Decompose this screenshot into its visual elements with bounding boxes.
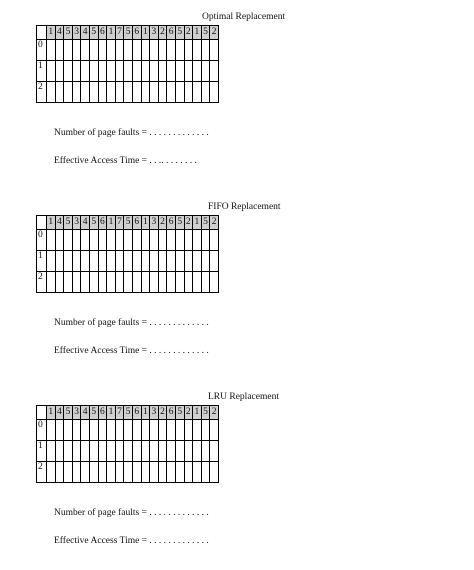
frame-cell[interactable] [167, 61, 176, 82]
reference-cell: 1 [193, 26, 202, 40]
reference-cell: 1 [47, 216, 56, 230]
reference-cell: 6 [132, 406, 141, 420]
frame-cell[interactable] [89, 230, 98, 251]
reference-cell: 6 [132, 26, 141, 40]
lru-section [0, 380, 474, 570]
reference-cell: 3 [72, 216, 81, 230]
frame-cell[interactable] [55, 441, 64, 462]
section-title: LRU Replacement [208, 392, 279, 402]
frame-cell[interactable] [175, 230, 184, 251]
frame-label: 1 [37, 251, 47, 272]
frame-cell[interactable] [47, 441, 56, 462]
frame-cell[interactable] [107, 441, 116, 462]
frame-cell[interactable] [167, 251, 176, 272]
frame-cell[interactable] [98, 272, 107, 293]
grid-corner-cell [37, 26, 47, 40]
frame-row [37, 272, 219, 293]
frame-cell[interactable] [193, 420, 202, 441]
section-title: Optimal Replacement [202, 12, 286, 22]
frame-row [37, 82, 219, 103]
frame-cell[interactable] [201, 82, 210, 103]
frame-cell[interactable] [64, 272, 73, 293]
reference-cell: 4 [81, 406, 90, 420]
frame-cell[interactable] [107, 251, 116, 272]
frame-cell[interactable] [184, 272, 193, 293]
frame-label: 2 [37, 272, 47, 293]
frame-cell[interactable] [184, 462, 193, 483]
frame-cell[interactable] [158, 420, 167, 441]
frame-cell[interactable] [210, 441, 219, 462]
frame-label: 0 [37, 230, 47, 251]
reference-cell: 5 [64, 406, 73, 420]
reference-cell: 5 [124, 406, 133, 420]
frame-cell[interactable] [210, 40, 219, 61]
page-faults-field[interactable]: Number of page faults = . . . . . . . . . . . . . [54, 508, 209, 518]
reference-cell: 6 [167, 216, 176, 230]
frame-cell[interactable] [124, 272, 133, 293]
frame-cell[interactable] [141, 441, 150, 462]
frame-cell[interactable] [107, 272, 116, 293]
reference-cell: 5 [124, 216, 133, 230]
frame-cell[interactable] [115, 61, 124, 82]
frame-cell[interactable] [201, 441, 210, 462]
frame-cell[interactable] [115, 40, 124, 61]
frame-cell[interactable] [193, 441, 202, 462]
frame-label: 2 [37, 82, 47, 103]
frame-cell[interactable] [175, 61, 184, 82]
frame-cell[interactable] [175, 82, 184, 103]
frame-cell[interactable] [81, 441, 90, 462]
frame-cell[interactable] [193, 230, 202, 251]
frame-cell[interactable] [150, 61, 159, 82]
frame-cell[interactable] [124, 82, 133, 103]
frame-cell[interactable] [98, 251, 107, 272]
frame-cell[interactable] [132, 230, 141, 251]
frame-label: 1 [37, 441, 47, 462]
frame-cell[interactable] [47, 61, 56, 82]
frame-row [37, 251, 219, 272]
frame-cell[interactable] [89, 441, 98, 462]
reference-cell: 7 [115, 216, 124, 230]
frame-cell[interactable] [158, 272, 167, 293]
frame-cell[interactable] [47, 420, 56, 441]
frame-cell[interactable] [124, 40, 133, 61]
frame-cell[interactable] [175, 462, 184, 483]
reference-cell: 5 [201, 216, 210, 230]
reference-cell: 6 [132, 216, 141, 230]
reference-cell: 2 [210, 216, 219, 230]
frame-cell[interactable] [47, 82, 56, 103]
frame-cell[interactable] [132, 462, 141, 483]
frame-cell[interactable] [98, 441, 107, 462]
frame-cell[interactable] [72, 40, 81, 61]
reference-cell: 2 [184, 26, 193, 40]
frame-cell[interactable] [107, 462, 116, 483]
reference-cell: 1 [47, 406, 56, 420]
frame-cell[interactable] [150, 82, 159, 103]
frame-cell[interactable] [201, 40, 210, 61]
frame-cell[interactable] [107, 82, 116, 103]
frame-cell[interactable] [201, 61, 210, 82]
frame-cell[interactable] [201, 462, 210, 483]
frame-cell[interactable] [184, 441, 193, 462]
frame-cell[interactable] [55, 272, 64, 293]
frame-cell[interactable] [132, 251, 141, 272]
reference-cell: 3 [150, 406, 159, 420]
reference-cell: 5 [124, 26, 133, 40]
frame-cell[interactable] [210, 272, 219, 293]
frame-cell[interactable] [115, 230, 124, 251]
frame-cell[interactable] [167, 462, 176, 483]
frame-cell[interactable] [167, 82, 176, 103]
frame-cell[interactable] [141, 420, 150, 441]
frame-cell[interactable] [175, 441, 184, 462]
frame-cell[interactable] [184, 40, 193, 61]
reference-cell: 1 [193, 216, 202, 230]
frame-cell[interactable] [184, 251, 193, 272]
frame-cell[interactable] [210, 251, 219, 272]
reference-cell: 4 [81, 216, 90, 230]
frame-cell[interactable] [98, 230, 107, 251]
frame-cell[interactable] [150, 272, 159, 293]
frame-cell[interactable] [124, 462, 133, 483]
frame-cell[interactable] [124, 61, 133, 82]
reference-cell: 1 [107, 216, 116, 230]
frame-cell[interactable] [175, 251, 184, 272]
frame-cell[interactable] [210, 61, 219, 82]
frame-cell[interactable] [64, 230, 73, 251]
reference-cell: 3 [150, 26, 159, 40]
frame-cell[interactable] [64, 462, 73, 483]
frame-cell[interactable] [98, 420, 107, 441]
frame-row [37, 61, 219, 82]
frame-label: 2 [37, 462, 47, 483]
frame-cell[interactable] [132, 82, 141, 103]
frame-cell[interactable] [175, 420, 184, 441]
frame-cell[interactable] [81, 251, 90, 272]
frame-cell[interactable] [124, 420, 133, 441]
frame-cell[interactable] [150, 251, 159, 272]
reference-cell: 3 [72, 26, 81, 40]
effective-access-time-field[interactable]: Effective Access Time = . . . . . . . . . . . . . [54, 346, 209, 356]
frame-cell[interactable] [184, 420, 193, 441]
frame-cell[interactable] [55, 420, 64, 441]
reference-cell: 2 [184, 406, 193, 420]
frame-cell[interactable] [141, 230, 150, 251]
frame-cell[interactable] [81, 272, 90, 293]
frame-cell[interactable] [72, 462, 81, 483]
frame-cell[interactable] [107, 420, 116, 441]
frame-cell[interactable] [115, 462, 124, 483]
frame-row [37, 462, 219, 483]
reference-cell: 5 [175, 216, 184, 230]
frame-cell[interactable] [72, 272, 81, 293]
reference-cell: 6 [98, 406, 107, 420]
frame-cell[interactable] [193, 82, 202, 103]
reference-cell: 4 [55, 406, 64, 420]
frame-cell[interactable] [158, 82, 167, 103]
frame-cell[interactable] [89, 420, 98, 441]
page-faults-field[interactable]: Number of page faults = . . . . . . . . . . . . . [54, 128, 209, 138]
reference-cell: 2 [158, 406, 167, 420]
frame-cell[interactable] [115, 272, 124, 293]
frame-cell[interactable] [55, 462, 64, 483]
frame-cell[interactable] [55, 251, 64, 272]
reference-cell: 5 [175, 406, 184, 420]
reference-cell: 3 [150, 216, 159, 230]
reference-cell: 2 [184, 216, 193, 230]
frame-cell[interactable] [98, 82, 107, 103]
reference-cell: 5 [64, 216, 73, 230]
frame-cell[interactable] [81, 420, 90, 441]
frame-cell[interactable] [167, 40, 176, 61]
grid-corner-cell [37, 406, 47, 420]
frame-cell[interactable] [81, 462, 90, 483]
frame-cell[interactable] [89, 272, 98, 293]
frame-cell[interactable] [132, 272, 141, 293]
reference-cell: 6 [98, 216, 107, 230]
frame-cell[interactable] [193, 61, 202, 82]
frame-cell[interactable] [55, 40, 64, 61]
frame-cell[interactable] [64, 40, 73, 61]
frame-cell[interactable] [210, 82, 219, 103]
frame-label: 0 [37, 40, 47, 61]
frame-cell[interactable] [115, 82, 124, 103]
frame-cell[interactable] [124, 230, 133, 251]
frame-cell[interactable] [47, 230, 56, 251]
frame-cell[interactable] [150, 462, 159, 483]
frame-cell[interactable] [158, 40, 167, 61]
frame-cell[interactable] [193, 40, 202, 61]
frame-row [37, 441, 219, 462]
frame-cell[interactable] [175, 272, 184, 293]
reference-cell: 5 [201, 26, 210, 40]
frame-cell[interactable] [132, 420, 141, 441]
frame-cell[interactable] [201, 272, 210, 293]
frame-cell[interactable] [81, 230, 90, 251]
frame-cell[interactable] [184, 230, 193, 251]
frame-row [37, 420, 219, 441]
frame-cell[interactable] [98, 61, 107, 82]
reference-cell: 7 [115, 26, 124, 40]
frame-cell[interactable] [81, 82, 90, 103]
frame-cell[interactable] [47, 272, 56, 293]
frame-cell[interactable] [158, 61, 167, 82]
reference-cell: 5 [89, 406, 98, 420]
reference-cell: 3 [72, 406, 81, 420]
frame-cell[interactable] [193, 251, 202, 272]
frame-cell[interactable] [115, 441, 124, 462]
frame-cell[interactable] [89, 61, 98, 82]
reference-cell: 2 [210, 26, 219, 40]
frame-cell[interactable] [124, 441, 133, 462]
reference-cell: 6 [167, 406, 176, 420]
frame-cell[interactable] [210, 230, 219, 251]
frame-cell[interactable] [158, 462, 167, 483]
frame-cell[interactable] [89, 82, 98, 103]
reference-cell: 2 [158, 26, 167, 40]
reference-cell: 4 [55, 26, 64, 40]
reference-cell: 1 [141, 406, 150, 420]
frame-cell[interactable] [81, 61, 90, 82]
frame-cell[interactable] [64, 441, 73, 462]
reference-cell: 4 [55, 216, 64, 230]
reference-cell: 1 [47, 26, 56, 40]
frame-cell[interactable] [72, 441, 81, 462]
frame-cell[interactable] [193, 272, 202, 293]
frame-cell[interactable] [55, 82, 64, 103]
frame-cell[interactable] [72, 230, 81, 251]
frame-cell[interactable] [132, 40, 141, 61]
reference-cell: 1 [107, 406, 116, 420]
frame-label: 1 [37, 61, 47, 82]
fifo-section [0, 190, 474, 380]
frame-label: 0 [37, 420, 47, 441]
frame-cell[interactable] [184, 82, 193, 103]
reference-cell: 4 [81, 26, 90, 40]
frame-row [37, 40, 219, 61]
frame-cell[interactable] [115, 251, 124, 272]
reference-cell: 1 [193, 406, 202, 420]
frame-cell[interactable] [115, 420, 124, 441]
frame-cell[interactable] [141, 462, 150, 483]
reference-cell: 5 [64, 26, 73, 40]
frame-cell[interactable] [89, 251, 98, 272]
optimal-section [0, 0, 474, 190]
frame-cell[interactable] [175, 40, 184, 61]
frame-cell[interactable] [158, 230, 167, 251]
frame-cell[interactable] [107, 40, 116, 61]
frame-cell[interactable] [141, 82, 150, 103]
effective-access-time-field[interactable]: Effective Access Time = . . .. . . . . . . . [54, 156, 197, 166]
frame-cell[interactable] [167, 441, 176, 462]
frame-cell[interactable] [89, 40, 98, 61]
page-frame-grid [36, 25, 219, 103]
frame-cell[interactable] [201, 230, 210, 251]
frame-cell[interactable] [55, 230, 64, 251]
frame-cell[interactable] [107, 61, 116, 82]
frame-cell[interactable] [64, 61, 73, 82]
frame-cell[interactable] [201, 251, 210, 272]
reference-cell: 6 [167, 26, 176, 40]
frame-cell[interactable] [167, 272, 176, 293]
frame-cell[interactable] [98, 40, 107, 61]
reference-cell: 1 [141, 216, 150, 230]
section-title: FIFO Replacement [208, 202, 281, 212]
frame-cell[interactable] [158, 251, 167, 272]
frame-cell[interactable] [150, 420, 159, 441]
frame-cell[interactable] [64, 251, 73, 272]
frame-cell[interactable] [47, 40, 56, 61]
reference-cell: 2 [158, 216, 167, 230]
frame-cell[interactable] [98, 462, 107, 483]
frame-cell[interactable] [184, 61, 193, 82]
frame-cell[interactable] [72, 82, 81, 103]
frame-cell[interactable] [141, 251, 150, 272]
frame-cell[interactable] [158, 441, 167, 462]
frame-cell[interactable] [193, 462, 202, 483]
reference-cell: 6 [98, 26, 107, 40]
effective-access-time-field[interactable]: Effective Access Time = . . . . . . . . . . . . . [54, 536, 209, 546]
frame-cell[interactable] [141, 272, 150, 293]
frame-cell[interactable] [72, 61, 81, 82]
frame-cell[interactable] [150, 441, 159, 462]
reference-cell: 5 [201, 406, 210, 420]
frame-cell[interactable] [124, 251, 133, 272]
frame-cell[interactable] [81, 40, 90, 61]
page-frame-grid [36, 215, 219, 293]
reference-cell: 7 [115, 406, 124, 420]
frame-cell[interactable] [107, 230, 116, 251]
frame-cell[interactable] [132, 61, 141, 82]
page-frame-grid [36, 405, 219, 483]
frame-cell[interactable] [132, 441, 141, 462]
frame-cell[interactable] [150, 230, 159, 251]
reference-cell: 5 [89, 26, 98, 40]
grid-corner-cell [37, 216, 47, 230]
frame-cell[interactable] [210, 462, 219, 483]
reference-cell: 2 [210, 406, 219, 420]
frame-cell[interactable] [210, 420, 219, 441]
page-faults-field[interactable]: Number of page faults = . . . . . . . . . . . . . [54, 318, 209, 328]
frame-cell[interactable] [72, 251, 81, 272]
frame-cell[interactable] [167, 420, 176, 441]
reference-cell: 5 [89, 216, 98, 230]
frame-cell[interactable] [47, 251, 56, 272]
frame-cell[interactable] [55, 61, 64, 82]
frame-cell[interactable] [150, 40, 159, 61]
reference-cell: 5 [175, 26, 184, 40]
frame-row [37, 230, 219, 251]
frame-cell[interactable] [89, 462, 98, 483]
frame-cell[interactable] [47, 462, 56, 483]
frame-cell[interactable] [141, 61, 150, 82]
reference-cell: 1 [107, 26, 116, 40]
frame-cell[interactable] [141, 40, 150, 61]
frame-cell[interactable] [64, 420, 73, 441]
reference-cell: 1 [141, 26, 150, 40]
frame-cell[interactable] [64, 82, 73, 103]
frame-cell[interactable] [72, 420, 81, 441]
frame-cell[interactable] [167, 230, 176, 251]
frame-cell[interactable] [201, 420, 210, 441]
